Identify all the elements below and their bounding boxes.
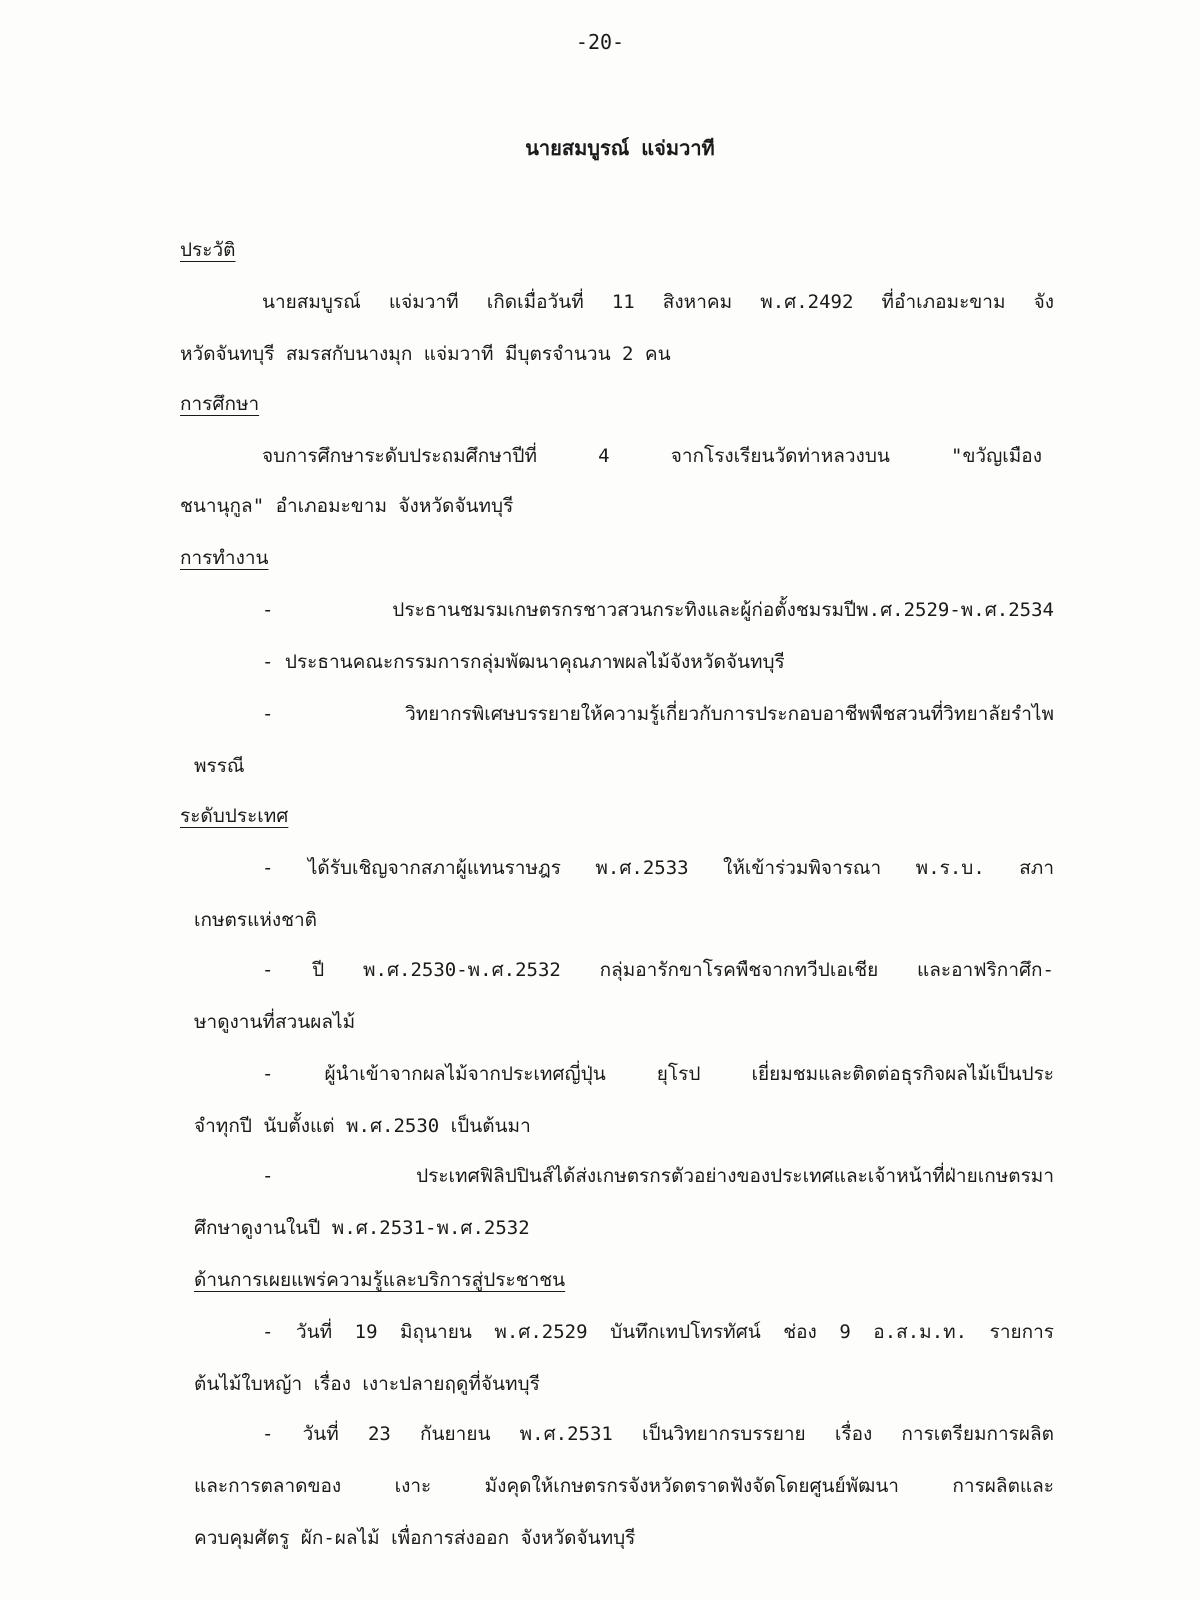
section-heading-education: การศึกษา [180, 393, 260, 415]
list-item: - ปี พ.ศ.2530-พ.ศ.2532 กลุ่มอารักขาโรคพืชจากทวีปเอเชีย และอาฟริกาศึก- [262, 959, 1054, 981]
section-heading-national: ระดับประเทศ [180, 805, 289, 827]
list-item: - ผู้นำเข้าจากผลไม้จากประเทศญี่ปุ่น ยุโรป เยี่ยมชมและติดต่อธุรกิจผลไม้เป็นประ [262, 1063, 1054, 1085]
text-line: หวัดจันทบุรี สมรสกับนางมุก แจ่มวาที มีบุตรจำนวน 2 คน [180, 343, 671, 365]
list-item: - ประธานชมรมเกษตรกรชาวสวนกระทิงและผู้ก่อตั้งชมรมปีพ.ศ.2529-พ.ศ.2534 [262, 599, 1054, 621]
list-item: - วันที่ 19 มิถุนายน พ.ศ.2529 บันทึกเทปโทรทัศน์ ช่อง 9 อ.ส.ม.ท. รายการ [262, 1321, 1054, 1343]
text-line: ชนานุกูล" อำเภอมะขาม จังหวัดจันทบุรี [180, 495, 514, 517]
section-heading-history: ประวัติ [180, 239, 236, 261]
section-heading-work: การทำงาน [180, 547, 269, 569]
list-item: - วิทยากรพิเศษบรรยายให้ความรู้เกี่ยวกับการประกอบอาชีพพืชสวนที่วิทยาลัยรำไพ [262, 703, 1054, 725]
text-line: ควบคุมศัตรู ผัก-ผลไม้ เพื่อการส่งออก จังหวัดจันทบุรี [194, 1527, 636, 1549]
list-item: - ประธานคณะกรรมการกลุ่มพัฒนาคุณภาพผลไม้จังหวัดจันทบุรี [262, 651, 785, 673]
text-line: นายสมบูรณ์ แจ่มวาที เกิดเมื่อวันที่ 11 สิงหาคม พ.ศ.2492 ที่อำเภอมะขาม จัง [262, 291, 1054, 313]
list-item: - ได้รับเชิญจากสภาผู้แทนราษฎร พ.ศ.2533 ให้เข้าร่วมพิจารณา พ.ร.บ. สภา [262, 857, 1054, 879]
text-line: พรรณี [194, 755, 245, 777]
section-heading-outreach: ด้านการเผยแพร่ความรู้และบริการสู่ประชาชน [194, 1269, 566, 1291]
text-line: และการตลาดของ เงาะ มังคุดให้เกษตรกรจังหวัดตราดฟังจัดโดยศูนย์พัฒนา การผลิตและ [194, 1475, 1054, 1497]
text-line: ต้นไม้ใบหญ้า เรื่อง เงาะปลายฤดูที่จันทบุรี [194, 1373, 540, 1395]
text-line: ษาดูงานที่สวนผลไม้ [194, 1011, 356, 1033]
text-line: เกษตรแห่งชาติ [194, 909, 318, 931]
list-item: - ประเทศฟิลิปปินส์ได้ส่งเกษตรกรตัวอย่างของประเทศและเจ้าหน้าที่ฝ่ายเกษตรมา [262, 1165, 1054, 1187]
list-item: - วันที่ 23 กันยายน พ.ศ.2531 เป็นวิทยากรบรรยาย เรื่อง การเตรียมการผลิต [262, 1423, 1054, 1445]
page-number: -20- [575, 30, 625, 54]
text-line: ศึกษาดูงานในปี พ.ศ.2531-พ.ศ.2532 [194, 1217, 530, 1239]
text-line: จำทุกปี นับตั้งแต่ พ.ศ.2530 เป็นต้นมา [194, 1115, 531, 1137]
text-line: จบการศึกษาระดับประถมศึกษาปีที่ 4 จากโรงเรียนวัดท่าหลวงบน "ขวัญเมือง [262, 445, 1042, 467]
page-title: นายสมบูรณ์ แจ่มวาที [525, 136, 715, 160]
